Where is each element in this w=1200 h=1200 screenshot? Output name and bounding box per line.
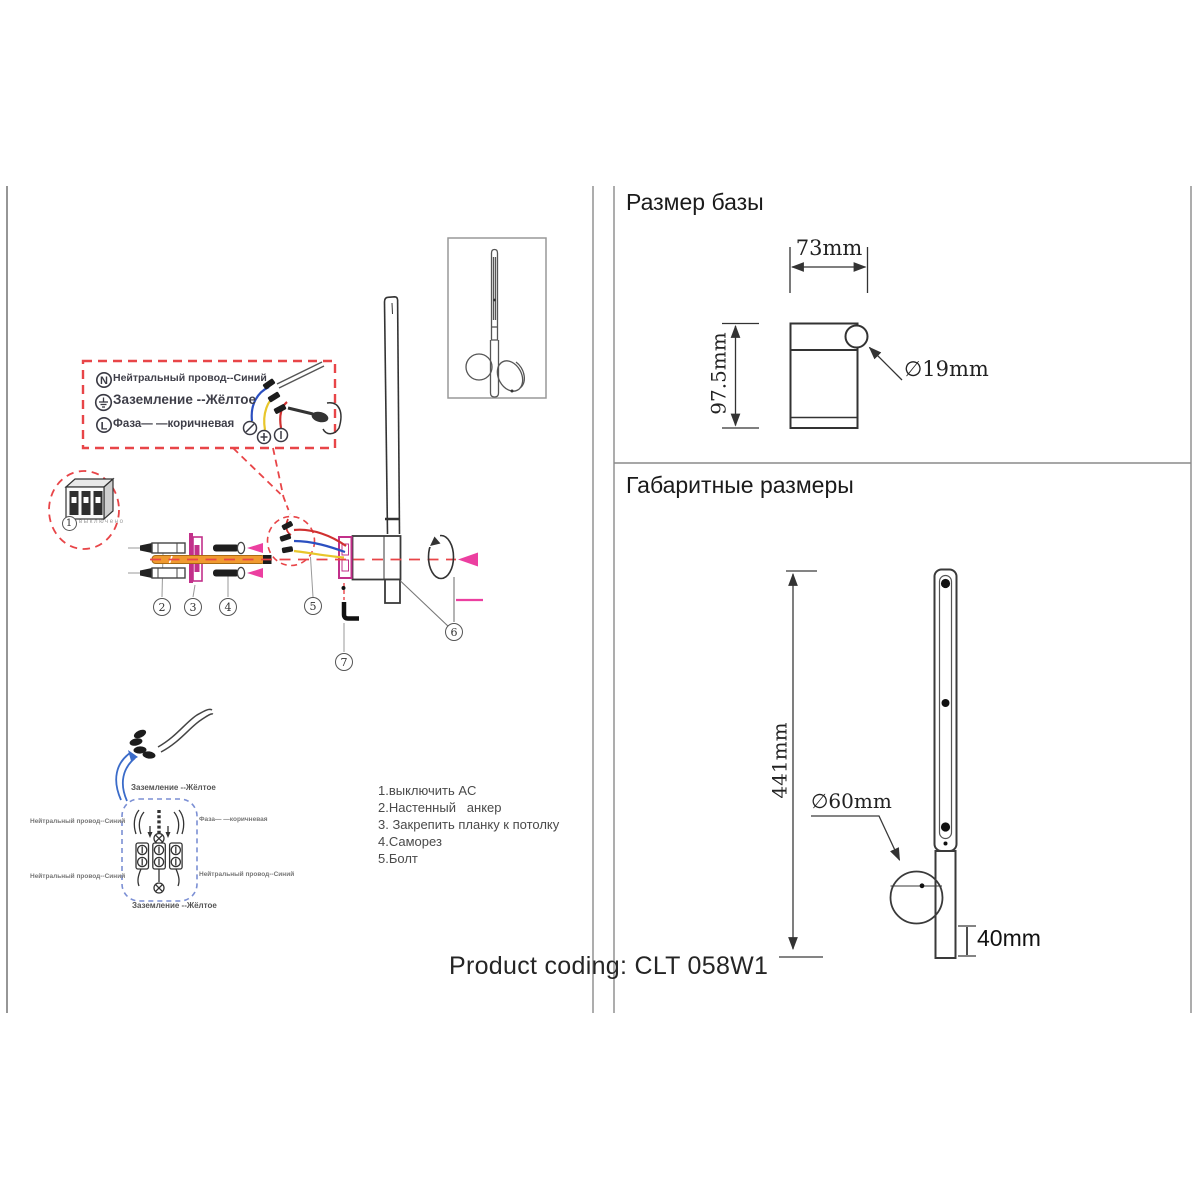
dim-label-knob-19mm: ∅19mm — [904, 357, 989, 381]
axis-arrow-icon — [458, 553, 478, 567]
legend-label-neutral: Нейтральный провод--Синий — [113, 371, 267, 384]
legend-symbol-n: N — [100, 375, 108, 388]
section-title-base-size: Размер базы — [626, 189, 764, 215]
instruction-step: 1.выключить AC — [378, 783, 477, 798]
lamp-rod — [385, 297, 400, 534]
wall-anchor-icon — [140, 543, 185, 553]
insert-arrow-icon — [247, 543, 263, 553]
wire-terminal-icons — [279, 521, 293, 554]
breaker-icon — [66, 479, 113, 519]
lamp-bar — [935, 570, 957, 852]
legend-symbol-l: L — [100, 420, 108, 433]
part-callout-6: 6 — [445, 623, 463, 641]
insert-arrow-icon — [247, 568, 263, 578]
wiring-label-bottom: Заземление --Жёлтое — [132, 901, 217, 910]
hex-key-icon — [344, 602, 359, 619]
part-callout-2: 2 — [153, 598, 171, 616]
legend-label-phase: Фаза— —коричневая — [113, 417, 235, 430]
dim-label-height-97-5mm: 97.5mm — [706, 332, 731, 415]
instruction-step: 4.Саморез — [378, 834, 442, 849]
part-callout-5: 5 — [304, 597, 322, 615]
terminal-block-icon — [134, 810, 183, 893]
instruction-step: 2.Настенный анкер — [378, 800, 502, 815]
part-callout-1: 1 — [62, 516, 77, 531]
circuit-breaker-detail — [49, 471, 119, 549]
product-coding: Product coding: CLT 058W1 — [449, 952, 769, 980]
overall-dimension-drawing — [779, 570, 976, 959]
assembled-lamp-inset — [448, 238, 546, 398]
rotation-indicator — [401, 533, 484, 628]
wiring-label-left-lower: Нейтральный провод--Синий — [30, 873, 126, 880]
wiring-legend-box — [83, 361, 335, 514]
instruction-step: 3. Закрепить планку к потолку — [378, 817, 560, 832]
wall-mount-base — [353, 536, 401, 603]
instruction-list — [378, 782, 559, 867]
page-frame — [7, 186, 1191, 1013]
screw-icon — [213, 567, 245, 578]
breaker-note: выключено — [79, 519, 125, 525]
dim-label-height-441mm: 441mm — [767, 722, 792, 799]
dim-label-width-73mm: 73mm — [795, 236, 863, 260]
wall-anchor-icon — [140, 568, 185, 578]
wiring-label-right-lower: Нейтральный провод--Синий — [199, 871, 295, 878]
part-callout-3: 3 — [184, 598, 202, 616]
connect-arrow-icon — [116, 750, 138, 801]
part-callout-7: 7 — [335, 653, 353, 671]
lamp-lower-bar — [936, 851, 956, 958]
instruction-step: 5.Болт — [378, 851, 418, 866]
base-dimension-drawing — [722, 247, 902, 428]
wiring-label-left-upper: Нейтральный провод--Синий — [30, 818, 126, 825]
dim-label-sphere-60mm: ∅60mm — [811, 789, 892, 813]
dim-label-offset-40mm: 40mm — [977, 925, 1041, 951]
base-knob — [846, 326, 868, 348]
wiring-label-right-upper: Фаза— —коричневая — [199, 816, 268, 823]
wiring-label-top: Заземление --Жёлтое — [131, 783, 216, 792]
section-title-overall-size: Габаритные размеры — [626, 472, 854, 498]
hex-key-callout — [342, 583, 360, 652]
part-callout-4: 4 — [219, 598, 237, 616]
legend-label-earth: Заземление --Жёлтое — [113, 392, 257, 407]
screw-icon — [213, 542, 245, 553]
wire-connectors-detail — [268, 517, 347, 566]
